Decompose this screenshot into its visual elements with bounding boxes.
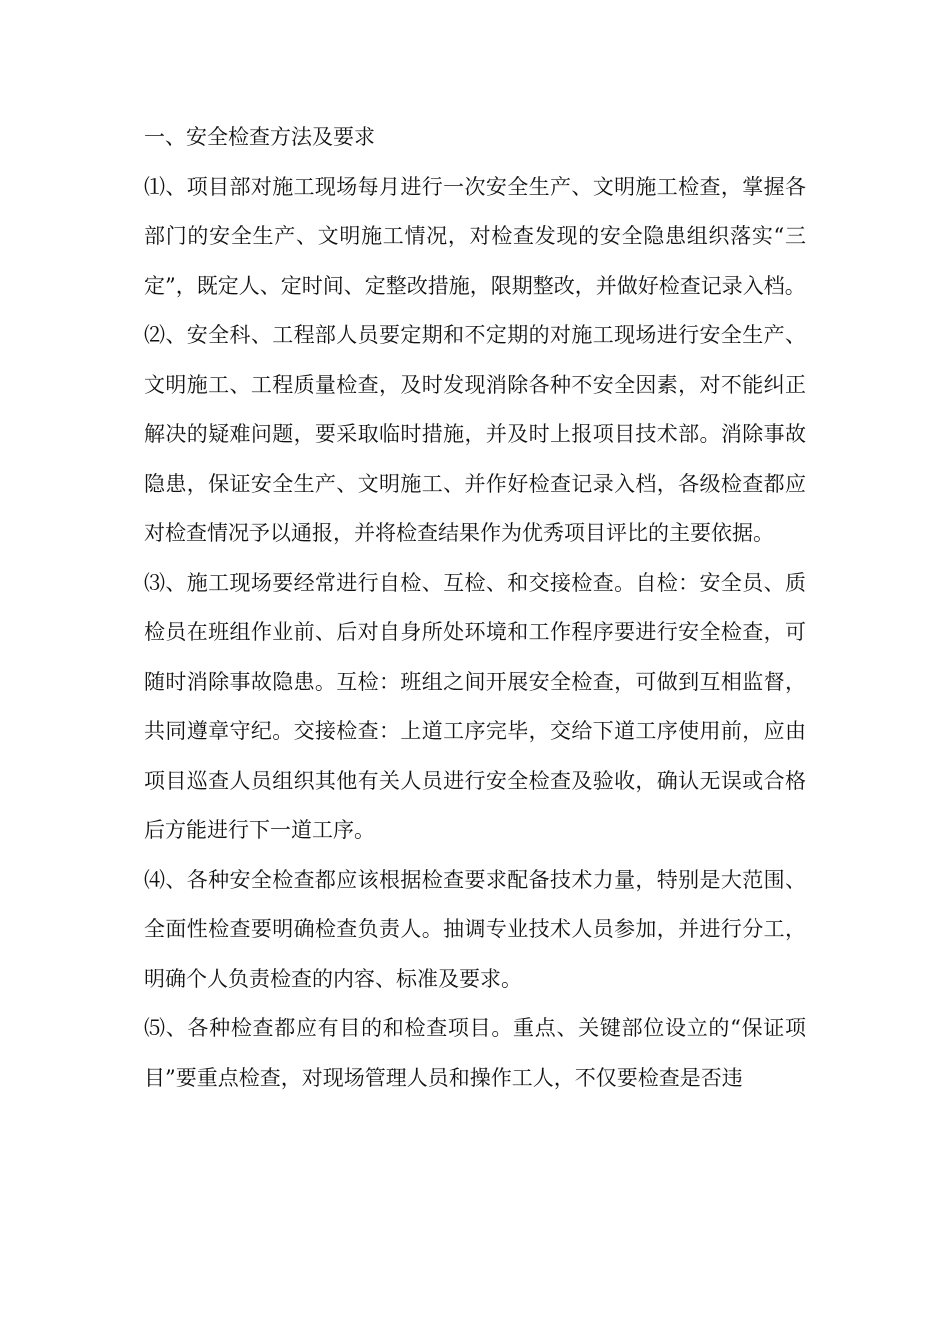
paragraph-3: ⑶、施工现场要经常进行自检、互检、和交接检查。自检：安全员、质检员在班组作业前、后对自身所处环境和工作程序要进行安全检查，可随时消除事故隐患。互检：班组之间开展安全检查，可做到互相监督，共同遵章守纪。交接检查：上道工序完毕，交给下道工序使用前，应由项目巡查人员组织其他有关人员进行安全检查及验收，确认无误或合格后方能进行下一道工序。 (144, 570, 806, 842)
document-body (144, 113, 806, 1103)
paragraph-2: ⑵、安全科、工程部人员要定期和不定期的对施工现场进行安全生产、文明施工、工程质量检查，及时发现消除各种不安全因素，对不能纠正解决的疑难问题，要采取临时措施，并及时上报项目技术部。消除事故隐患，保证安全生产、文明施工、并作好检查记录入档，各级检查都应对检查情况予以通报，并将检查结果作为优秀项目评比的主要依据。 (144, 323, 806, 545)
paragraph-4: ⑷、各种安全检查都应该根据检查要求配备技术力量，特别是大范围、全面性检查要明确检查负责人。抽调专业技术人员参加，并进行分工，明确个人负责检查的内容、标准及要求。 (144, 867, 806, 991)
paragraph-1: ⑴、项目部对施工现场每月进行一次安全生产、文明施工检查，掌握各部门的安全生产、文明施工情况，对检查发现的安全隐患组织落实“三定”，既定人、定时间、定整改措施，限期整改，并做好检查记录入档。 (144, 174, 806, 298)
section-heading: 一、安全检查方法及要求 (144, 125, 375, 149)
paragraph-5: ⑸、各种检查都应有目的和检查项目。重点、关键部位设立的“保证项目”要重点检查，对现场管理人员和操作工人，不仅要检查是否违 (144, 1016, 806, 1090)
